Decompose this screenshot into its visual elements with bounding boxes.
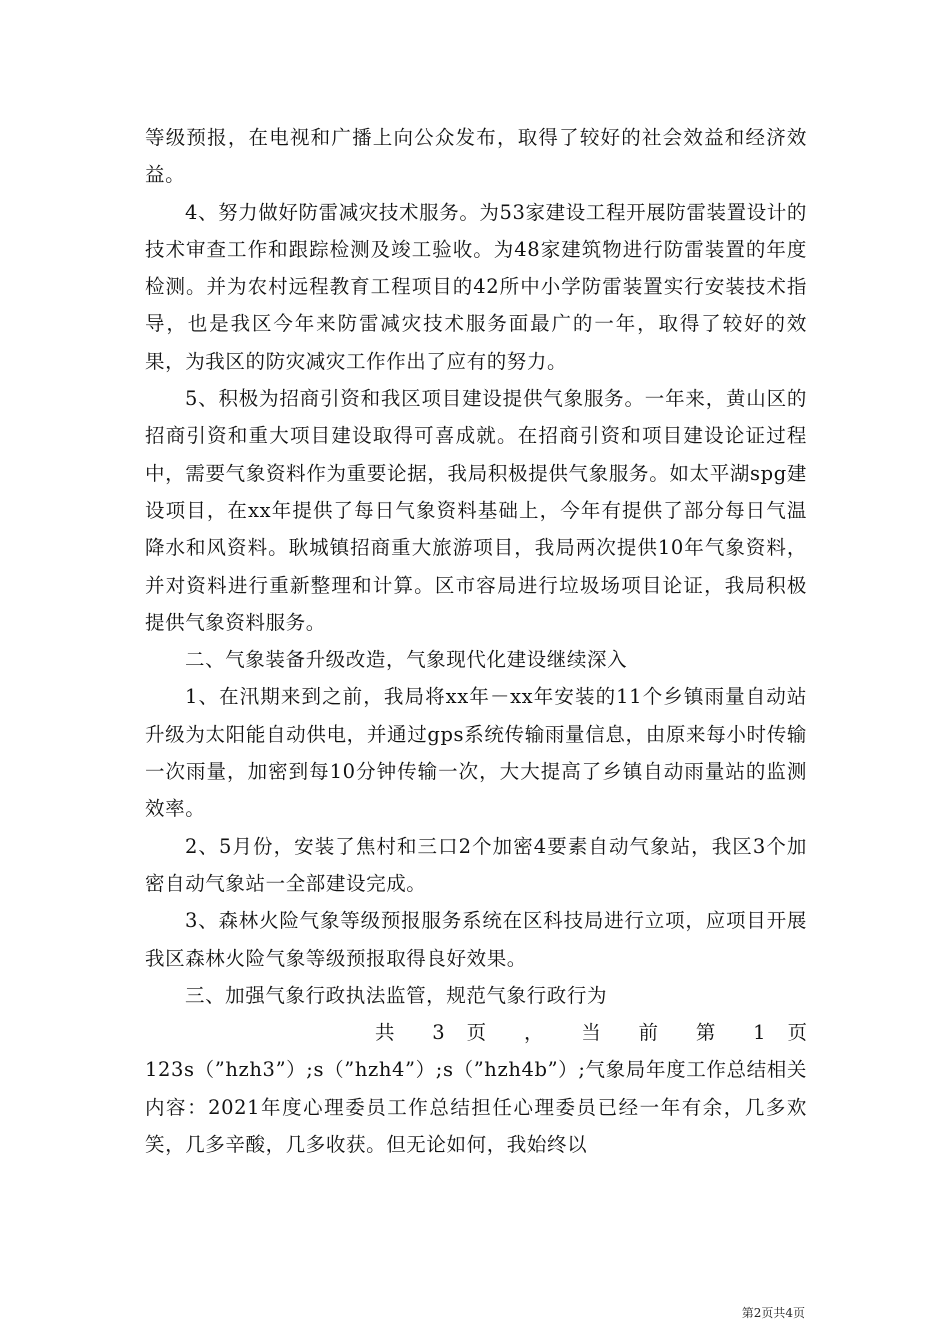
paragraph-lightning-protection: 4、努力做好防雷减灾技术服务。为53家建设工程开展防雷装置设计的技术审查工作和跟踪检测及竣工验收。为48家建筑物进行防雷装置的年度检测。并为农村远程教育工程项目的42所中小学防雷装置实行安装技术指导，也是我区今年来防雷减灾技术服务面最广的一年，取得了较好的效果，为我区的防灾减灾工作作出了应有的努力。: [145, 200, 807, 373]
page-marker: 共 3 页 ， 当 前 第 1 页: [375, 1021, 807, 1045]
paragraph-continuation: 等级预报，在电视和广播上向公众发布，取得了较好的社会效益和经济效益。: [145, 126, 807, 187]
paragraph-forest-fire-forecast: 3、森林火险气象等级预报服务系统在区科技局进行立项，应项目开展我区森林火险气象等级预报取得良好效果。: [145, 909, 807, 970]
section-heading-law-enforcement: 三、加强气象行政执法监管，规范气象行政行为: [184, 983, 608, 1007]
section-heading-equipment-upgrade: 二、气象装备升级改造，气象现代化建设继续深入: [184, 648, 628, 672]
document-body: [145, 119, 807, 1163]
paragraph-trailing-text: 123s（”hzh3”）;s（”hzh4”）;s（”hzh4b”）;气象局年度工作总结相关内容：2021年度心理委员工作总结担任心理委员已经一年有余，几多欢笑，几多辛酸，几多收获。但无论如何，我始终以: [145, 1058, 807, 1157]
paragraph-auto-weather-station: 2、5月份，安装了焦村和三口2个加密4要素自动气象站，我区3个加密自动气象站一全部建设完成。: [145, 834, 807, 895]
paragraph-investment-service: 5、积极为招商引资和我区项目建设提供气象服务。一年来，黄山区的招商引资和重大项目建设取得可喜成就。在招商引资和项目建设论证过程中，需要气象资料作为重要论据，我局积极提供气象服务。如太平湖spg建设项目，在xx年提供了每日气象资料基础上，今年有提供了部分每日气温降水和风资料。耿城镇招商重大旅游项目，我局两次提供10年气象资料，并对资料进行重新整理和计算。区市容局进行垃圾场项目论证，我局积极提供气象资料服务。: [145, 387, 807, 634]
page-footer: 第2页共4页: [741, 1306, 805, 1320]
paragraph-rain-gauge-upgrade: 1、在汛期来到之前，我局将xx年－xx年安装的11个乡镇雨量自动站升级为太阳能自动供电，并通过gps系统传输雨量信息，由原来每小时传输一次雨量，加密到每10分钟传输一次，大大提高了乡镇自动雨量站的监测效率。: [145, 685, 807, 821]
